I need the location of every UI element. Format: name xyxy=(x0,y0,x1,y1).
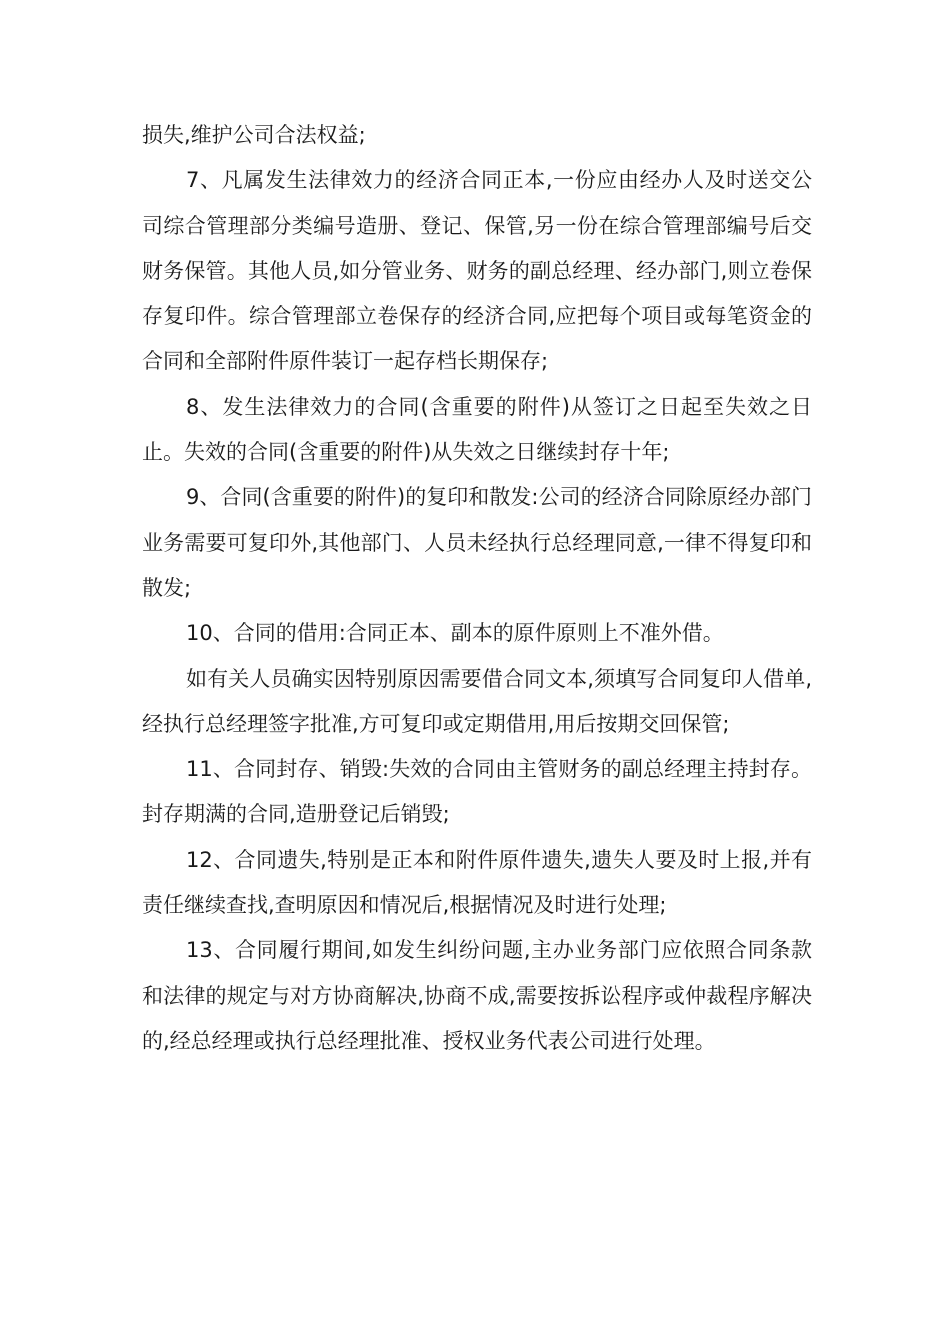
paragraph-item-9: 9、合同(含重要的附件)的复印和散发:公司的经济合同除原经办部门业务需要可复印外,其他部门、人员未经执行总经理同意,一律不得复印和散发; xyxy=(142,485,812,600)
paragraph-item-7: 7、凡属发生法律效力的经济合同正本,一份应由经办人及时送交公司综合管理部分类编号造册、登记、保管,另一份在综合管理部编号后交财务保管。其他人员,如分管业务、财务的副总经理、经办部门,则立卷保存复印件。综合管理部立卷保存的经济合同,应把每个项目或每笔资金的合同和全部附件原件装订一起存档长期保存; xyxy=(142,168,812,374)
paragraph-item-12: 12、合同遗失,特别是正本和附件原件遗失,遗失人要及时上报,并有责任继续查找,查明原因和情况后,根据情况及时进行处理; xyxy=(142,847,812,918)
paragraph-item-11: 11、合同封存、销毁:失效的合同由主管财务的副总经理主持封存。封存期满的合同,造册登记后销毁; xyxy=(142,757,812,827)
paragraph-item-10: 10、合同的借用:合同正本、副本的原件原则上不准外借。 xyxy=(186,621,724,646)
document-body xyxy=(142,113,812,1064)
paragraph-borrowing-note: 如有关人员确实因特别原因需要借合同文本,须填写合同复印人借单,经执行总经理签字批准,方可复印或定期借用,用后按期交回保管; xyxy=(142,666,812,736)
paragraph-item-13: 13、合同履行期间,如发生纠纷问题,主办业务部门应依照合同条款和法律的规定与对方协商解决,协商不成,需要按拆讼程序或仲裁程序解决的,经总经理或执行总经理批准、授权业务代表公司进行处理。 xyxy=(142,938,812,1053)
paragraph-item-8: 8、发生法律效力的合同(含重要的附件)从签订之日起至失效之日止。失效的合同(含重要的附件)从失效之日继续封存十年; xyxy=(142,394,812,465)
paragraph-continuation: 损失,维护公司合法权益; xyxy=(142,123,366,147)
